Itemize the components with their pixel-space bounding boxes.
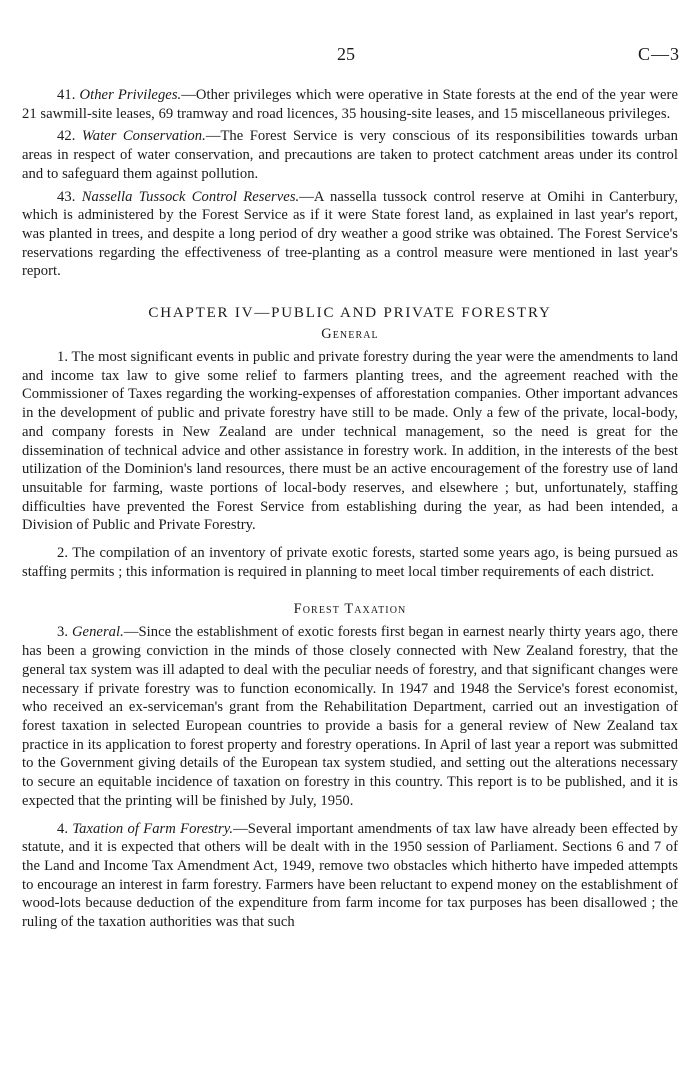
paragraph-text: —Other privileges which were operative in State forests at the end of the year were 21 sawmill-site leases, 69 tramway and road licences, 35 housing-site leases, and 15 miscellaneous privileges. — [22, 87, 678, 122]
document-code: C—3 — [637, 44, 680, 64]
paragraph-text: —A nassella tussock control reserve at Omihi in Canterbury, which is administered by the Forest Service as if it were State forest land, as explained in last year's report, was planted in trees, and despite a long period of dry weather a good strike was obtained. The Forest Service's reservations regarding the effectiveness of tree-planting as a control measure were mentioned in last year's report. — [22, 188, 678, 280]
paragraph-number: 43. — [57, 188, 76, 205]
paragraph-number: 3. — [57, 624, 69, 641]
paragraph-text: —Several important amendments of tax law have already been effected by statute, and it is expected that others will be dealt with in the 1950 session of Parliament. Sections 6 and 7 of the Land and Income Tax Amendment Act, 1949, remove two obstacles which hitherto have impeded attempts to encourage an interest in farm forestry. Farmers have been reluctant to expend money on the establishment of wood-lots because deduction of the expenditure from farm income for tax purposes has been disallowed ; the ruling of the taxation authorities was that such — [22, 820, 678, 931]
paragraph-title: General. — [71, 624, 124, 641]
paragraph-text: —The Forest Service is very conscious of its responsibilities towards urban areas in respect of water conservation, and precautions are taken to protect catchment areas under its control and to safeguard them against pollution. — [22, 128, 679, 182]
paragraph-text: The most significant events in public and private forestry during the year were the amendments to land and income tax law to give some relief to farmers planting trees, and the agreement reached with the Commissioner of Taxes regarding the working-expenses of afforestation companies. Other important advances in the development of public and private forestry have still to be made. Only a few of the private, local-body, and company forests in New Zealand are under technical management, so the need is great for the dissemination of technical advice and other assistance in forestry work. In addition, in the interests of the best utilization of the Dominion's land resources, there must be an active encouragement of the forestry use of land unsuitable for farming, waste portions of local-body reserves, and elsewhere ; but, unfortunately, staffing difficulties have prevented the Forest Service from establishing during the year, as had been intended, a Division of Public and Private Forestry. — [22, 349, 678, 534]
section-heading-forest-taxation: Forest Taxation — [293, 601, 407, 618]
section-heading-general: General — [321, 326, 379, 343]
paragraph-1 — [22, 348, 678, 535]
paragraph-3 — [22, 623, 678, 810]
paragraph-title: Nassella Tussock Control Reserves. — [81, 188, 300, 205]
chapter-heading: CHAPTER IV—PUBLIC AND PRIVATE FORESTRY — [148, 305, 552, 322]
paragraph-4 — [22, 820, 678, 932]
paragraph-43 — [22, 188, 678, 282]
paragraph-number: 42. — [57, 128, 76, 145]
paragraph-title: Water Conservation. — [81, 128, 206, 145]
page-body — [22, 86, 678, 936]
paragraph-2 — [22, 544, 678, 581]
paragraph-41 — [22, 86, 678, 123]
page-number: 25 — [337, 44, 355, 64]
paragraph-text: —Since the establishment of exotic forests first began in earnest nearly thirty years ago, there has been a growing conviction in the minds of those closely connected with New Zealand forestry, that the general tax system was ill adapted to deal with the peculiar needs of forestry, and that significant changes were necessary if private forestry was to function economically. In 1947 and 1948 the Service's forest economist, who received an ex-serviceman's grant from the Rehabilitation Department, carried out an investigation of forest taxation in selected European countries to provide a basis for a general review of New Zealand tax practice in its application to forest property and forestry operations. In April of last year a report was submitted to the Government giving details of the European tax system studied, and setting out the alterations necessary to secure an equitable incidence of taxation on forestry in this country. This report is to be published, and it is expected that the printing will be finished by July, 1950. — [22, 624, 679, 809]
page-header — [0, 44, 700, 68]
paragraph-number: 2. — [57, 545, 69, 562]
paragraph-42 — [22, 127, 678, 183]
paragraph-number: 4. — [57, 820, 69, 837]
paragraph-title: Other Privileges. — [79, 87, 182, 103]
paragraph-text: The compilation of an inventory of private exotic forests, started some years ago, is being pursued as staffing permits ; this information is required in planning to meet local timber requirements of each district. — [22, 545, 679, 580]
paragraph-number: 1. — [57, 349, 69, 366]
paragraph-title: Taxation of Farm Forestry. — [72, 820, 234, 837]
paragraph-number: 41. — [57, 87, 76, 103]
